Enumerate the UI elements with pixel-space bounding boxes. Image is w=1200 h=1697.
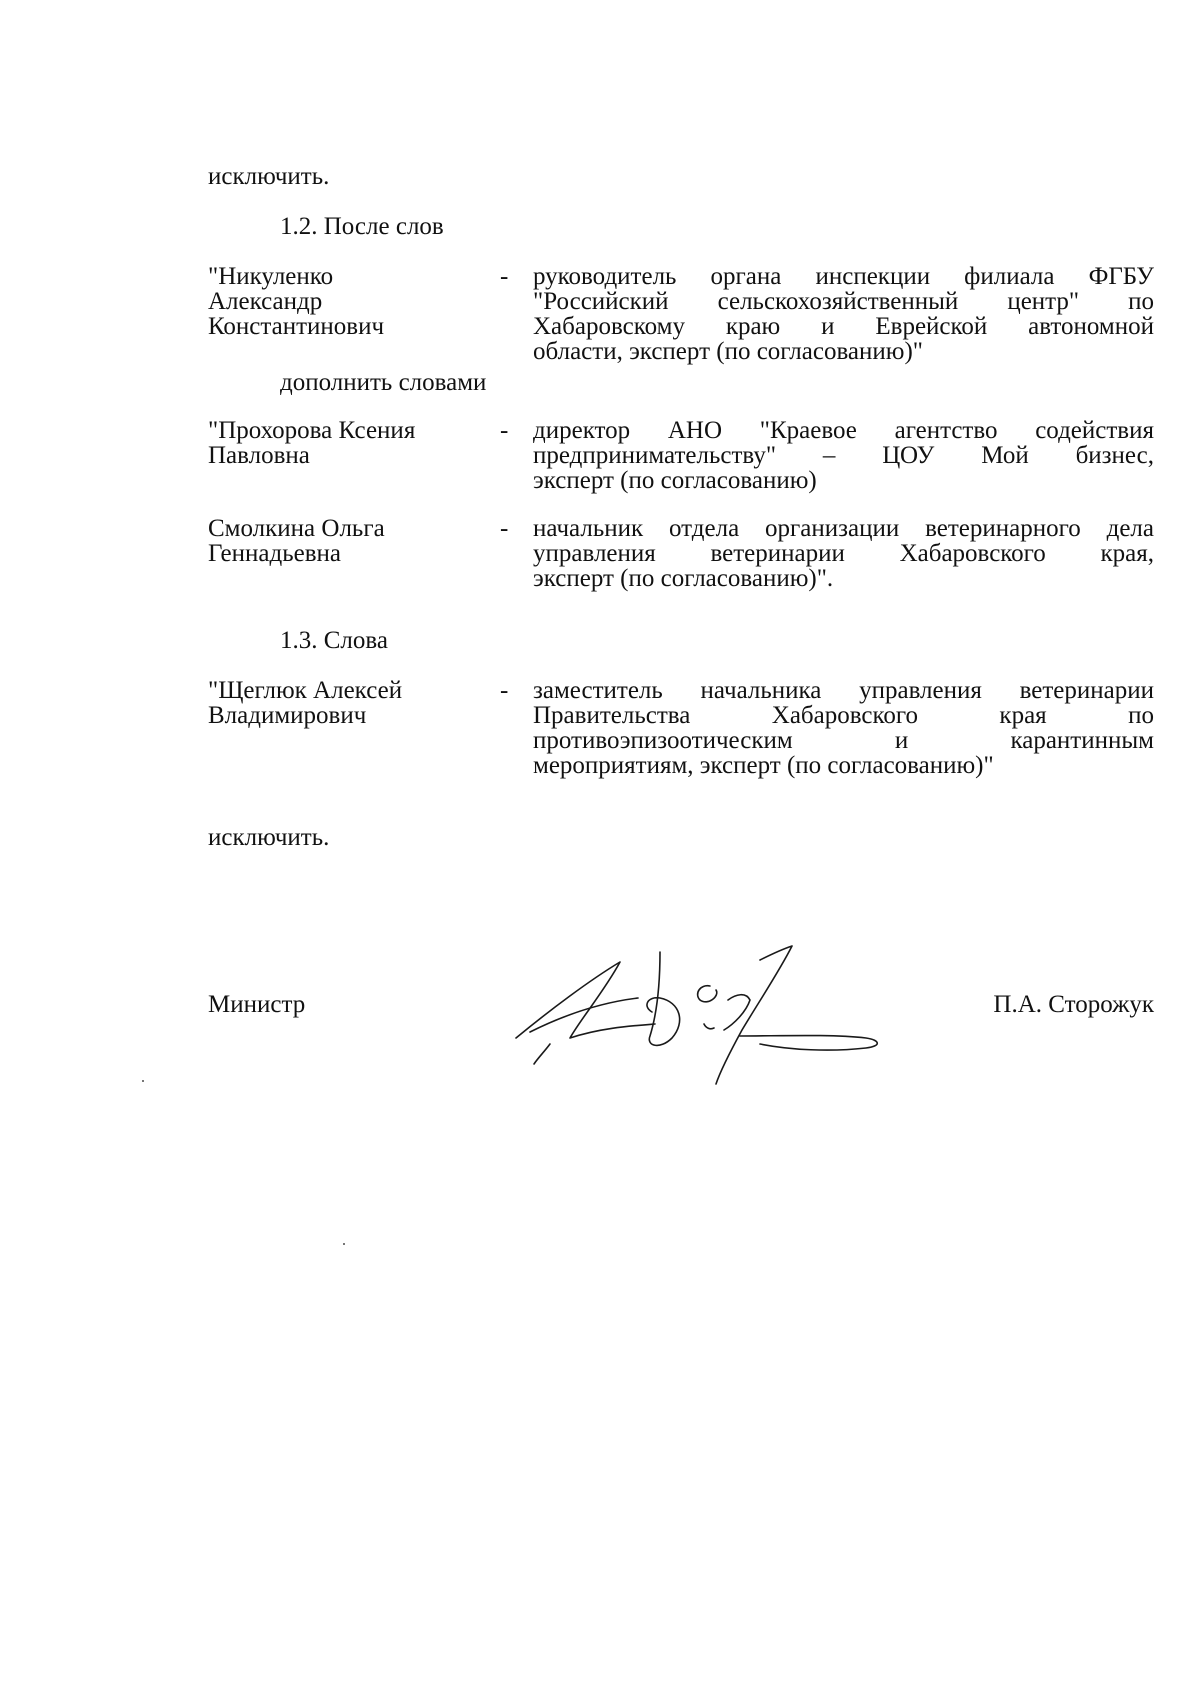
description-line: эксперт (по согласованию) (533, 467, 817, 494)
description-line: директор АНО "Краевое агентство содействия (533, 417, 1154, 444)
name-line: Владимирович (208, 702, 367, 729)
description-line: Правительства Хабаровского края по (533, 702, 1154, 729)
entry-dash: - (500, 417, 509, 444)
name-line: Константинович (208, 313, 385, 340)
handwritten-signature (510, 940, 910, 1090)
entry-prokhorova-description (533, 418, 1154, 493)
description-line: руководитель органа инспекции филиала ФГБУ (533, 263, 1154, 290)
section-1-2-heading: 1.2. После слов (280, 213, 444, 240)
name-line: "Прохорова Ксения (208, 417, 416, 444)
description-line: управления ветеринарии Хабаровского края, (533, 540, 1154, 567)
connector-text: дополнить словами (280, 369, 487, 396)
section-1-3-heading: 1.3. Слова (280, 627, 388, 654)
entry-prokhorova-name (208, 418, 483, 468)
opening-text: исключить. (208, 163, 330, 190)
scan-speck (142, 1080, 144, 1082)
entry-smolkina-description (533, 516, 1154, 591)
entry-smolkina-name (208, 516, 483, 566)
entry-nikulenko-description (533, 264, 1154, 364)
description-line: Хабаровскому краю и Еврейской автономной (533, 313, 1154, 340)
name-line: Александр (208, 288, 323, 315)
scan-speck (343, 1243, 345, 1245)
closing-text: исключить. (208, 824, 330, 851)
description-line: начальник отдела организации ветеринарного дела (533, 515, 1154, 542)
name-line: "Никуленко (208, 263, 334, 290)
description-line: "Российский сельскохозяйственный центр" по (533, 288, 1154, 315)
description-line: предпринимательству" – ЦОУ Мой бизнес, (533, 442, 1154, 469)
entry-shcheglyuk-description (533, 678, 1154, 778)
entry-nikulenko-name (208, 264, 483, 339)
name-line: Павловна (208, 442, 310, 469)
entry-dash: - (500, 263, 509, 290)
description-line: эксперт (по согласованию)". (533, 565, 834, 592)
description-line: противоэпизоотическим и карантинным (533, 727, 1154, 754)
signer-name: П.А. Сторожук (993, 991, 1154, 1018)
entry-dash: - (500, 515, 509, 542)
description-line: области, эксперт (по согласованию)" (533, 338, 923, 365)
name-line: "Щеглюк Алексей (208, 677, 403, 704)
entry-dash: - (500, 677, 509, 704)
description-line: мероприятиям, эксперт (по согласованию)" (533, 752, 994, 779)
description-line: заместитель начальника управления ветеринарии (533, 677, 1154, 704)
name-line: Геннадьевна (208, 540, 341, 567)
name-line: Смолкина Ольга (208, 515, 385, 542)
entry-shcheglyuk-name (208, 678, 483, 728)
position-title: Министр (208, 991, 306, 1018)
